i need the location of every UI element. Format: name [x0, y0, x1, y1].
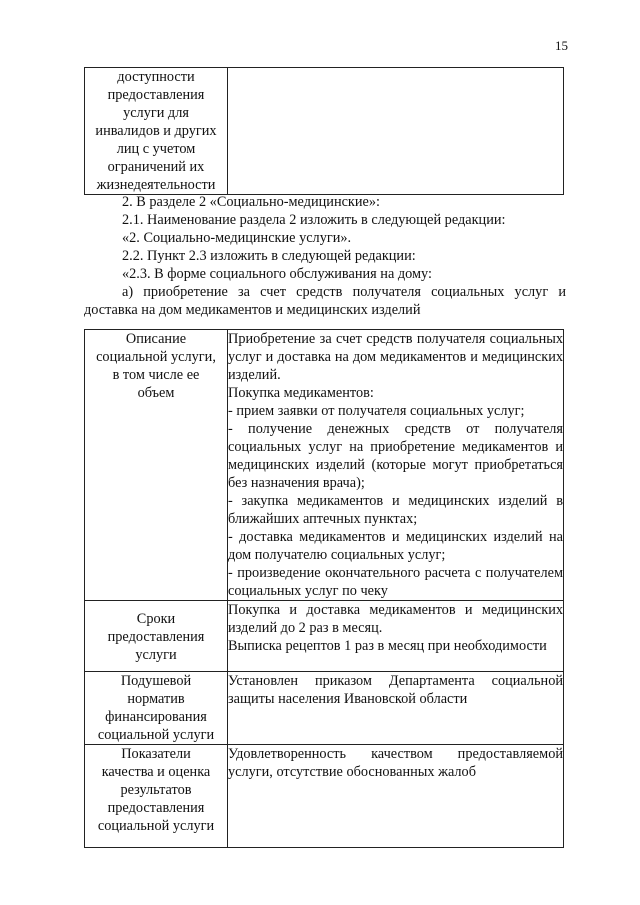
cell-line: результатов: [120, 782, 192, 798]
cell-paragraph: Удовлетворенность качеством предоставляемой услуги, отсутствие обоснованных жалоб: [228, 746, 563, 780]
cell-line: предоставления: [107, 800, 205, 816]
cell-paragraph: - закупка медикаментов и медицинских изделий в ближайших аптечных пунктах;: [228, 493, 563, 527]
paragraph: 2. В разделе 2 «Социально-медицинские»:: [122, 194, 380, 210]
cell-line: предоставления: [107, 87, 205, 103]
service-description-table: [84, 329, 564, 848]
table-row: [85, 745, 564, 848]
cell-paragraph: - получение денежных средств от получателя социальных услуг на приобретение медикаментов и медицинских изделий (которые могут приобретаться без назначения врача);: [228, 421, 563, 491]
cell-paragraph: - доставка медикаментов и медицинских изделий на дом получателю социальных услуг;: [228, 529, 563, 563]
cell-paragraph: Покупка медикаментов:: [228, 385, 374, 401]
cell-line: ограничений их: [107, 159, 205, 175]
cell-paragraph: - произведение окончательного расчета с получателем социальных услуг по чеку: [228, 565, 563, 599]
paragraph: «2. Социально-медицинские услуги».: [122, 230, 352, 246]
cell-line: Описание: [125, 331, 187, 347]
cell-line: социальной услуги: [97, 818, 215, 834]
table-cell-right: [228, 601, 564, 672]
paragraph: «2.3. В форме социального обслуживания на дому:: [122, 266, 432, 282]
cell-line: социальной услуги,: [96, 349, 216, 365]
cell-line: объем: [137, 385, 175, 401]
cell-line: Подушевой: [120, 673, 192, 689]
cell-line: инвалидов и других: [95, 123, 217, 139]
cell-line: Сроки: [136, 611, 176, 627]
table-cell-left: [85, 672, 228, 745]
table-cell-left: [85, 330, 228, 601]
cell-paragraph: Покупка и доставка медикаментов и медицинских изделий до 2 раз в месяц.: [228, 602, 563, 636]
table-row: [85, 330, 564, 601]
page-number: 15: [555, 38, 568, 53]
table-cell-left: [85, 601, 228, 672]
top-table-fragment: [84, 67, 564, 195]
cell-line: предоставления: [107, 629, 205, 645]
cell-line: социальной услуги: [97, 727, 215, 743]
paragraph: 2.2. Пункт 2.3 изложить в следующей редакции:: [122, 248, 416, 264]
table-cell-right: [228, 68, 564, 195]
paragraph: а) приобретение за счет средств получателя социальных услуг и доставка на дом медикаментов и медицинских изделий: [84, 284, 566, 318]
cell-line: в том числе ее: [112, 367, 200, 383]
table-cell-right: [228, 745, 564, 848]
table-row: [85, 601, 564, 672]
cell-line: качества и оценка: [101, 764, 211, 780]
cell-line: норматив: [127, 691, 185, 707]
table-cell-left: [85, 68, 228, 195]
cell-line: жизнедеятельности: [96, 177, 216, 193]
cell-line: финансирования: [105, 709, 207, 725]
cell-paragraph: Установлен приказом Департамента социальной защиты населения Ивановской области: [228, 673, 563, 707]
paragraph: 2.1. Наименование раздела 2 изложить в следующей редакции:: [122, 212, 506, 228]
cell-line: лиц с учетом: [116, 141, 196, 157]
table-cell-right: [228, 672, 564, 745]
table-row: [85, 672, 564, 745]
cell-paragraph: Выписка рецептов 1 раз в месяц при необходимости: [228, 638, 547, 654]
cell-line: услуги: [135, 647, 177, 663]
table-row: [85, 68, 564, 195]
cell-line: Показатели: [121, 746, 191, 762]
cell-paragraph: - прием заявки от получателя социальных услуг;: [228, 403, 525, 419]
body-text: [84, 193, 566, 319]
table-cell-left: [85, 745, 228, 848]
table-cell-right: [228, 330, 564, 601]
cell-line: услуги для: [123, 105, 189, 121]
cell-line: доступности: [117, 69, 195, 85]
cell-paragraph: Приобретение за счет средств получателя социальных услуг и доставка на дом медикаментов и медицинских изделий.: [228, 331, 563, 383]
